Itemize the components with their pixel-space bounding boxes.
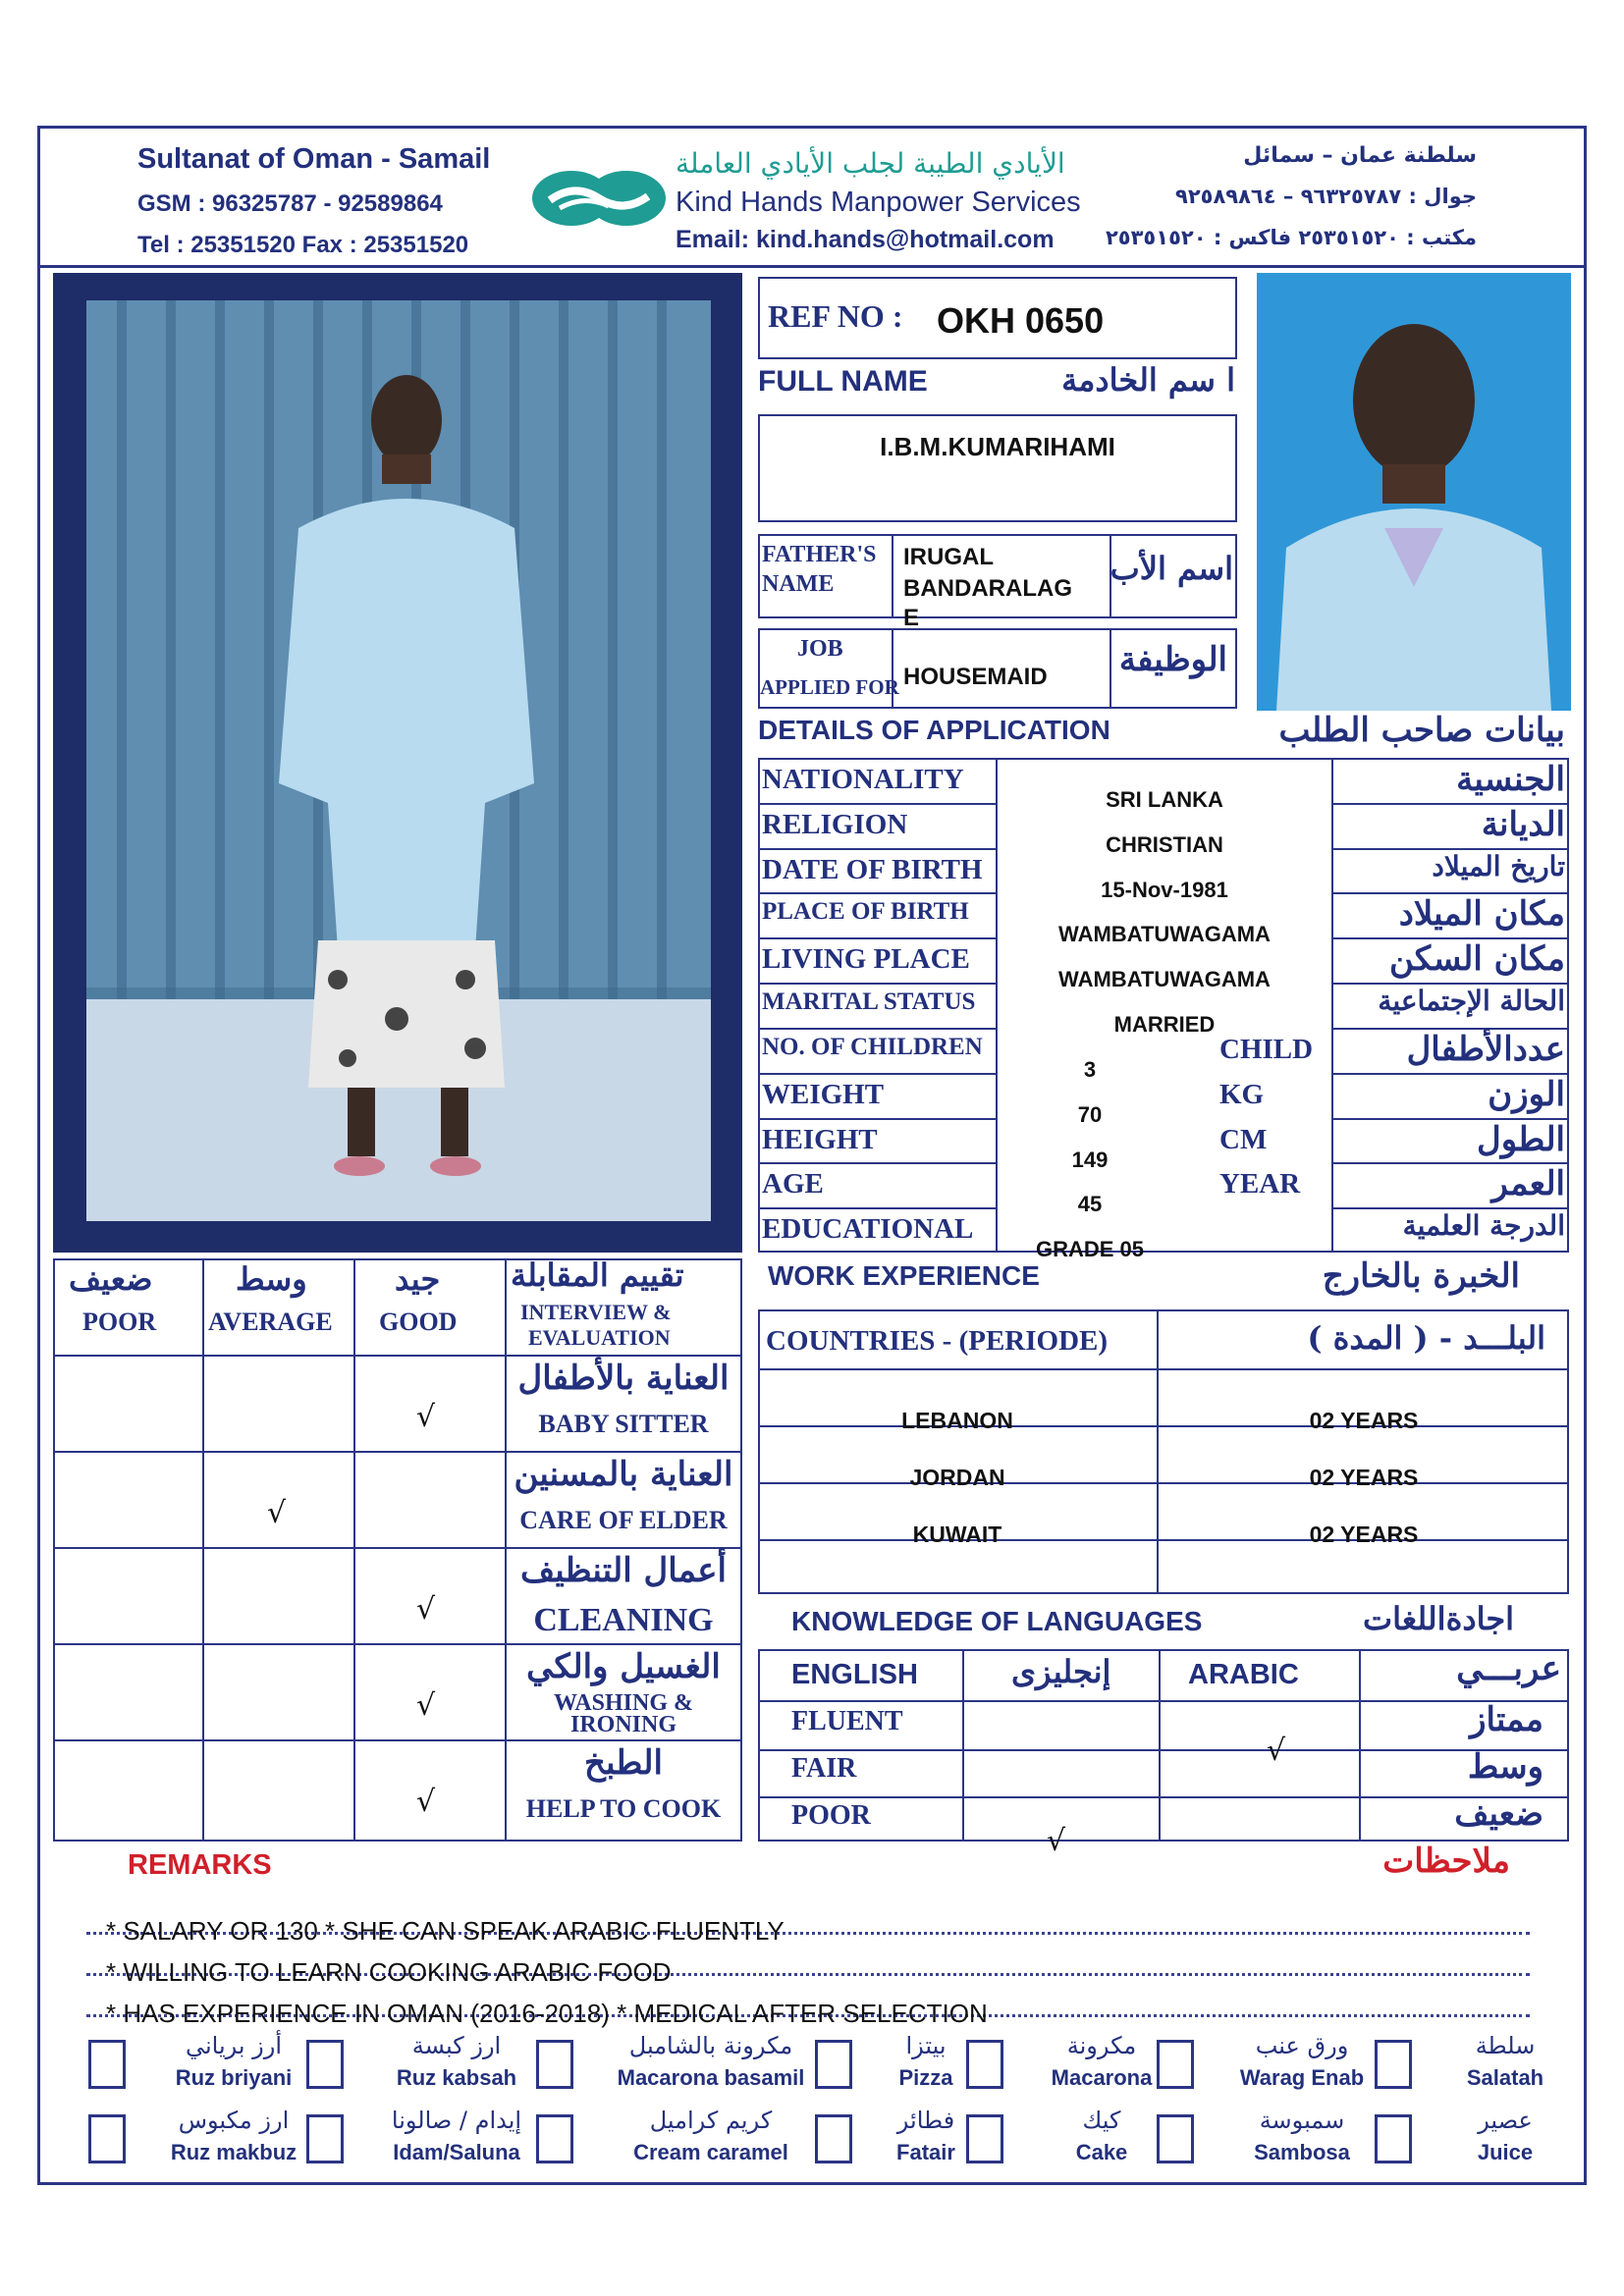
food-label-ar: سلطة xyxy=(1475,2032,1536,2059)
eval-avg-ar: وسط xyxy=(236,1260,307,1298)
header-center-ar: الأيادي الطيبة لجلب الأيادي العاملة xyxy=(676,147,1065,180)
eval-rating-tick: √ xyxy=(416,1592,436,1627)
header-left-tel: Tel : 25351520 Fax : 25351520 xyxy=(137,232,469,258)
language-level-ar: ممتاز xyxy=(1470,1700,1543,1739)
detail-label-ar: الجنسية xyxy=(1456,760,1565,799)
food-checkbox[interactable] xyxy=(306,2114,344,2163)
eval-good-label: GOOD xyxy=(379,1308,458,1336)
detail-label-ar: الحالة الإجتماعية xyxy=(1378,985,1565,1018)
eval-avg-label: AVERAGE xyxy=(208,1308,333,1336)
eval-rating-tick: √ xyxy=(416,1400,436,1434)
header-right-gsm: جوال : ٩٦٣٢٥٧٨٧ – ٩٢٥٨٩٨٦٤ xyxy=(1175,185,1477,208)
eval-skill-en: HELP TO COOK xyxy=(525,1794,722,1823)
detail-label-ar: الطول xyxy=(1477,1119,1565,1159)
eval-row-line xyxy=(53,1547,742,1549)
full-name-label-ar: ا سم الخادمة xyxy=(1061,361,1235,399)
eval-col-divider xyxy=(202,1258,204,1842)
detail-label: LIVING PLACE xyxy=(762,943,970,976)
eval-skill-en: CARE OF ELDER xyxy=(519,1506,728,1534)
food-label-ar: سمبوسة xyxy=(1259,2107,1345,2134)
lang-arabic-ar: عربـــي xyxy=(1456,1649,1561,1688)
father-value-2: BANDARALAG xyxy=(903,575,1072,602)
food-checkbox[interactable] xyxy=(88,2040,126,2089)
eval-col-divider xyxy=(353,1258,355,1842)
food-label-en: Cake xyxy=(1075,2140,1128,2164)
arabic-fair-tick: √ xyxy=(1267,1734,1286,1768)
eval-rating-tick: √ xyxy=(267,1496,287,1530)
detail-unit: YEAR xyxy=(1219,1168,1301,1201)
language-level-label: FLUENT xyxy=(791,1706,903,1736)
language-level-ar: وسط xyxy=(1467,1747,1543,1787)
food-label-en: Macarona basamil xyxy=(617,2065,805,2090)
work-experience-title: WORK EXPERIENCE xyxy=(768,1260,1040,1291)
food-label-ar: ورق عنب xyxy=(1255,2032,1349,2059)
food-checkbox[interactable] xyxy=(1157,2040,1194,2089)
work-col-countries: COUNTRIES - (PERIODE) xyxy=(766,1325,1109,1357)
remark-line-1: * SALARY OR 130 * SHE CAN SPEAK ARABIC FLUENTLY xyxy=(106,1916,785,1946)
lang-col-3 xyxy=(1359,1649,1361,1842)
detail-label-ar: مكان السكن xyxy=(1389,939,1565,980)
language-level-label: FAIR xyxy=(791,1753,857,1784)
detail-value: MARRIED xyxy=(1113,1012,1216,1038)
food-checkbox[interactable] xyxy=(966,2114,1003,2163)
detail-label-ar: مكان الميلاد xyxy=(1398,894,1565,934)
detail-value: WAMBATUWAGAMA xyxy=(1058,922,1271,947)
remarks-title-ar: ملاحظات xyxy=(1382,1842,1510,1881)
lang-col-2 xyxy=(1159,1649,1161,1842)
food-label-en: Cream caramel xyxy=(633,2140,788,2164)
eval-poor-label: POOR xyxy=(82,1308,157,1336)
detail-value: 45 xyxy=(1077,1192,1103,1217)
lang-col-1 xyxy=(962,1649,964,1842)
handshake-logo-icon xyxy=(530,165,668,232)
work-col-divider xyxy=(1157,1309,1159,1594)
eval-interview-label-2: EVALUATION xyxy=(528,1325,671,1350)
father-label-ar: اسم الأب xyxy=(1110,550,1233,587)
detail-label: DATE OF BIRTH xyxy=(762,853,983,885)
header-left-title: Sultanat of Oman - Samail xyxy=(137,143,491,175)
detail-value: 70 xyxy=(1077,1101,1103,1127)
work-period: 02 YEARS xyxy=(1309,1522,1419,1547)
header-right-title: سلطنة عمان – سمائل xyxy=(1243,143,1477,168)
details-row-line-left xyxy=(758,1028,998,1030)
eval-skill-en: WASHING & xyxy=(553,1690,694,1716)
eval-skill-ar: العناية بالأطفال xyxy=(517,1359,730,1398)
food-checkbox[interactable] xyxy=(966,2040,1003,2089)
detail-value: CHRISTIAN xyxy=(1106,831,1223,857)
detail-unit: KG xyxy=(1219,1078,1265,1110)
food-checkbox[interactable] xyxy=(1157,2114,1194,2163)
work-period: 02 YEARS xyxy=(1309,1465,1419,1490)
eval-interview-ar: تقييم المقابلة xyxy=(511,1256,684,1294)
food-label-en: Pizza xyxy=(898,2065,953,2090)
detail-unit: CHILD xyxy=(1219,1033,1314,1065)
details-row-line-left xyxy=(758,937,998,939)
detail-label: AGE xyxy=(762,1168,824,1201)
passport-photo xyxy=(1257,273,1571,711)
lang-line-1 xyxy=(758,1700,1569,1702)
food-label-ar: كريم كراميل xyxy=(649,2107,773,2134)
eval-rating-tick: √ xyxy=(416,1785,436,1819)
food-label-ar: ارز مكبوس xyxy=(178,2107,290,2134)
detail-value: WAMBATUWAGAMA xyxy=(1058,967,1271,992)
food-label-en: Ruz makbuz xyxy=(170,2140,298,2164)
eval-skill-ar: أعمال التنظيف xyxy=(520,1551,727,1590)
details-row-line-left xyxy=(758,1162,998,1164)
lang-arabic: ARABIC xyxy=(1188,1659,1299,1690)
detail-unit: CM xyxy=(1219,1123,1268,1155)
eval-row-line xyxy=(53,1451,742,1453)
detail-label: HEIGHT xyxy=(762,1123,878,1155)
work-country: JORDAN xyxy=(909,1465,1005,1490)
food-label-ar: فطائر xyxy=(896,2107,955,2134)
details-row-line-left xyxy=(758,1073,998,1075)
full-name-value: I.B.M.KUMARIHAMI xyxy=(880,432,1115,461)
eval-row-line xyxy=(53,1643,742,1645)
eval-skill-ar: الغسيل والكي xyxy=(526,1647,721,1686)
detail-label-ar: عددالأطفال xyxy=(1406,1029,1565,1069)
eval-rating-tick: √ xyxy=(416,1688,436,1723)
detail-label: NO. OF CHILDREN xyxy=(762,1033,983,1060)
work-country: LEBANON xyxy=(901,1408,1013,1433)
father-value-1: IRUGAL xyxy=(903,544,994,570)
eval-poor-ar: ضعيف xyxy=(69,1260,153,1298)
food-label-en: Sambosa xyxy=(1254,2140,1350,2164)
detail-label-ar: الوزن xyxy=(1488,1074,1565,1114)
detail-label: PLACE OF BIRTH xyxy=(762,898,969,926)
languages-title-ar: اجادةاللغات xyxy=(1363,1600,1514,1637)
header-right-tel: مكتب : ٢٥٣٥١٥٢٠ فاكس : ٢٥٣٥١٥٢٠ xyxy=(1105,226,1477,249)
lang-line-3 xyxy=(758,1796,1569,1798)
details-row-line-left xyxy=(758,848,998,850)
food-label-en: Juice xyxy=(1477,2140,1534,2164)
father-label-2: NAME xyxy=(762,571,835,597)
food-label-ar: عصير xyxy=(1478,2107,1533,2134)
food-label-ar: مكرونة بالشامبل xyxy=(628,2032,793,2059)
full-name-label: FULL NAME xyxy=(758,365,928,398)
eval-skill-ar: الطبخ xyxy=(584,1743,663,1783)
detail-label-ar: الدرجة العلمية xyxy=(1402,1209,1565,1243)
eval-skill-en-2: IRONING xyxy=(569,1712,677,1737)
header-center-email: Email: kind.hands@hotmail.com xyxy=(676,226,1055,253)
header-left-gsm: GSM : 96325787 - 92589864 xyxy=(137,190,443,217)
food-label-ar: مكرونة xyxy=(1066,2032,1137,2059)
job-label-1: JOB xyxy=(797,636,843,662)
food-checkbox[interactable] xyxy=(815,2114,852,2163)
detail-value: 15-Nov-1981 xyxy=(1101,877,1228,902)
food-label-ar: كيك xyxy=(1082,2107,1121,2134)
details-row-line-left xyxy=(758,892,998,894)
work-col-ar: البلـــد - ( المدة ) xyxy=(1307,1319,1545,1357)
language-level-label: POOR xyxy=(791,1800,871,1831)
eval-row-line xyxy=(53,1739,742,1741)
lang-english-ar: إنجليزى xyxy=(1011,1653,1111,1690)
eval-skill-en: BABY SITTER xyxy=(538,1410,709,1438)
food-checkbox[interactable] xyxy=(1375,2114,1412,2163)
work-experience-title-ar: الخبرة بالخارج xyxy=(1322,1256,1520,1296)
remark-line-3: * HAS EXPERIENCE IN OMAN (2016-2018) * MEDICAL AFTER SELECTION xyxy=(106,1999,988,2028)
job-value: HOUSEMAID xyxy=(903,664,1048,690)
detail-label: MARITAL STATUS xyxy=(762,988,976,1016)
english-poor-tick: √ xyxy=(1047,1824,1066,1858)
food-label-ar: بيتزا xyxy=(905,2032,947,2059)
ref-value: OKH 0650 xyxy=(937,300,1105,341)
food-checkbox[interactable] xyxy=(536,2040,573,2089)
job-label-ar: الوظيفة xyxy=(1118,640,1227,679)
detail-label-ar: تاريخ الميلاد xyxy=(1432,849,1565,882)
full-name-box xyxy=(758,414,1237,522)
eval-header-line xyxy=(53,1355,742,1357)
detail-label: WEIGHT xyxy=(762,1078,885,1110)
header-divider xyxy=(37,265,1587,268)
food-label-en: Fatair xyxy=(896,2140,955,2164)
food-checkbox[interactable] xyxy=(536,2114,573,2163)
food-label-ar: أرز برياني xyxy=(185,2032,283,2059)
language-level-ar: ضعيف xyxy=(1454,1794,1543,1834)
food-label-en: Idam/Saluna xyxy=(393,2140,520,2164)
eval-good-ar: جيد xyxy=(395,1260,441,1298)
lang-english: ENGLISH xyxy=(791,1659,918,1690)
work-header-line xyxy=(758,1368,1569,1370)
details-row-line-left xyxy=(758,1207,998,1209)
header-center-en: Kind Hands Manpower Services xyxy=(676,187,1081,218)
father-value-3: E xyxy=(903,605,920,631)
eval-interview-label-1: INTERVIEW & xyxy=(520,1300,672,1324)
food-label-ar: ارز كبسة xyxy=(411,2032,502,2059)
food-checkbox[interactable] xyxy=(88,2114,126,2163)
food-label-en: Macarona xyxy=(1051,2065,1153,2090)
full-body-photo xyxy=(53,273,742,1253)
father-label-1: FATHER'S xyxy=(762,542,877,567)
ref-label: REF NO : xyxy=(768,298,903,334)
details-title: DETAILS OF APPLICATION xyxy=(758,715,1110,745)
food-checkbox[interactable] xyxy=(815,2040,852,2089)
work-country: KUWAIT xyxy=(912,1522,1002,1547)
lang-line-2 xyxy=(758,1749,1569,1751)
details-col-2 xyxy=(1331,758,1333,1253)
food-label-en: Ruz briyani xyxy=(175,2065,293,2090)
eval-skill-en: CLEANING xyxy=(533,1602,714,1638)
detail-label: RELIGION xyxy=(762,808,908,840)
details-row-line-left xyxy=(758,803,998,805)
details-row-line-left xyxy=(758,983,998,985)
food-label-en: Salatah xyxy=(1466,2065,1544,2090)
details-title-ar: بيانات صاحب الطلب xyxy=(1278,711,1565,750)
languages-title: KNOWLEDGE OF LANGUAGES xyxy=(791,1606,1203,1636)
work-period: 02 YEARS xyxy=(1309,1408,1419,1433)
detail-label-ar: العمر xyxy=(1491,1164,1565,1204)
detail-value: 149 xyxy=(1071,1147,1109,1172)
detail-value: 3 xyxy=(1083,1056,1097,1082)
detail-label-ar: الديانة xyxy=(1481,804,1565,844)
food-checkbox[interactable] xyxy=(306,2040,344,2089)
job-divider-right xyxy=(1110,628,1111,709)
eval-skill-ar: العناية بالمسنين xyxy=(514,1455,733,1494)
remark-line-2: * WILLING TO LEARN COOKING ARABIC FOOD xyxy=(106,1957,672,1987)
food-label-ar: إيدام / صالونا xyxy=(391,2107,522,2134)
detail-value: GRADE 05 xyxy=(1035,1237,1145,1262)
food-label-en: Ruz kabsah xyxy=(396,2065,517,2090)
remarks-title: REMARKS xyxy=(128,1849,272,1881)
detail-label: NATIONALITY xyxy=(762,764,964,795)
detail-value: SRI LANKA xyxy=(1106,787,1223,812)
details-row-line-left xyxy=(758,1118,998,1120)
job-label-2: APPLIED FOR xyxy=(760,675,899,699)
food-label-en: Warag Enab xyxy=(1239,2065,1365,2090)
detail-label: EDUCATIONAL xyxy=(762,1213,974,1246)
food-checkbox[interactable] xyxy=(1375,2040,1412,2089)
